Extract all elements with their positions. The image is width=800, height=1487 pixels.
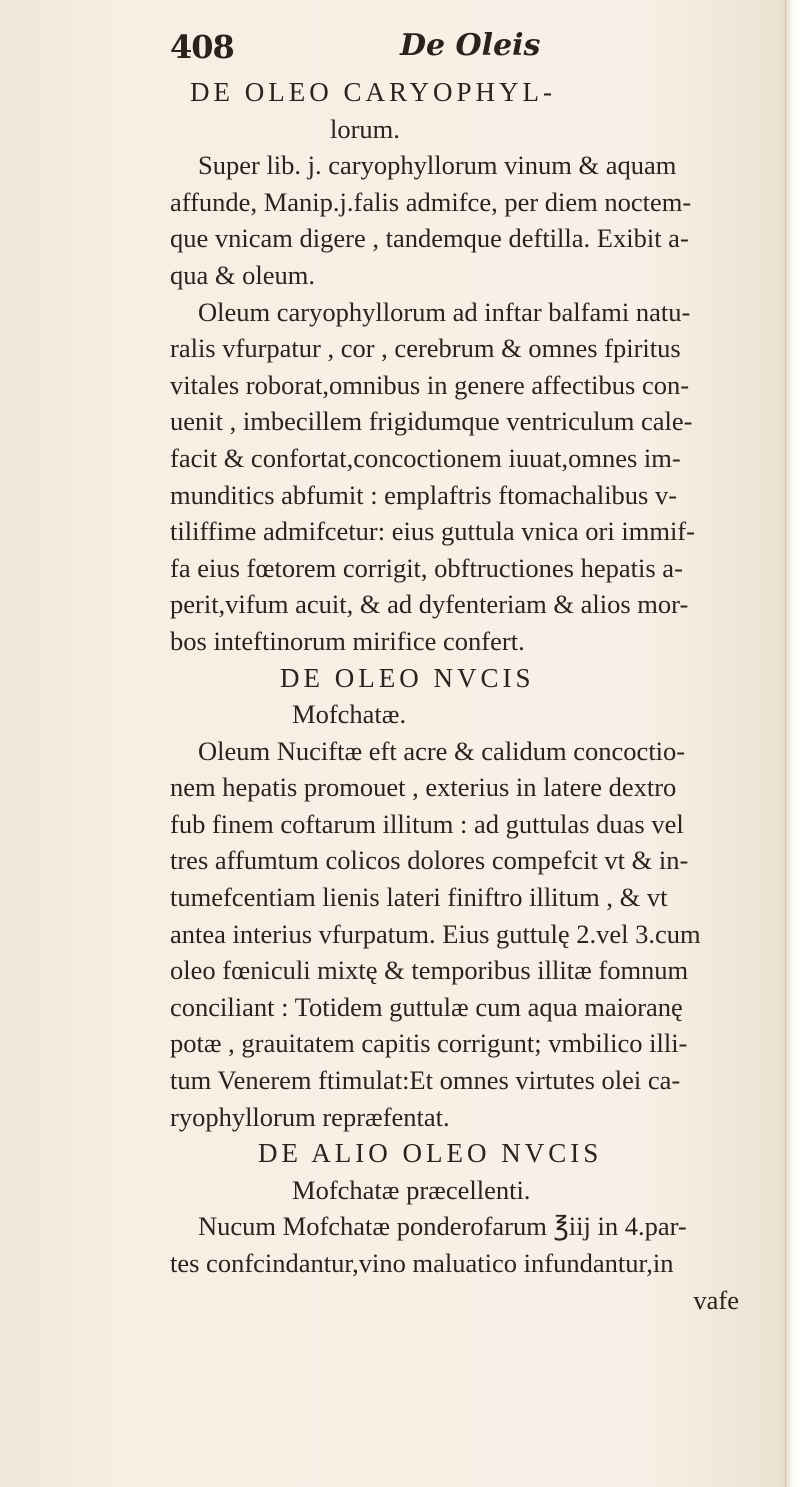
text-line: perit,vifum acuit, & ad dyfenteriam & alios mor- [170, 589, 689, 620]
text-line: Super lib. j. caryophyllorum vinum & aquam [198, 150, 677, 181]
text-line: tumefcentiam lienis lateri finiftro illitum , & vt [170, 882, 668, 913]
section-heading-nucis: DE OLEO NVCIS [280, 662, 535, 693]
text-line: tes confcindantur,vino maluatico infundantur,in [170, 1248, 674, 1278]
text-line: conciliant : Totidem guttulæ cum aqua maioranę [170, 991, 683, 1022]
page-header [170, 28, 730, 68]
text-line: fa eius fœtorem corrigit, obftructiones hepatis a- [170, 552, 683, 583]
text-line: que vnicam digere , tandemque deftilla. Exibit a- [170, 223, 689, 254]
page-number: 408 [170, 28, 234, 66]
text-line: ralis vfurpatur , cor , cerebrum & omnes fpiritus [170, 333, 681, 364]
text-line: ryophyllorum repræfentat. [170, 1101, 450, 1132]
heading-continuation: lorum. [330, 113, 400, 144]
text-line: facit & confortat,concoctionem iuuat,omnes im- [170, 442, 681, 473]
text-line: oleo fœniculi mixtę & temporibus illitæ fomnum [170, 955, 689, 986]
text-line: Oleum Nuciftæ eft acre & calidum concoctio- [198, 735, 686, 766]
heading-continuation: Mofchatæ. [292, 699, 407, 730]
text-line: Nucum Mofchatæ ponderofarum ℥iij in 4.par- [198, 1211, 687, 1242]
page-edge [785, 0, 800, 1487]
catchword: vafe [693, 1284, 739, 1315]
text-line: affunde, Manip.j.falis admifce, per diem noctem- [170, 186, 692, 217]
text-line: qua & oleum. [170, 259, 315, 290]
section-heading-alio-oleo: DE ALIO OLEO NVCIS [258, 1138, 603, 1169]
text-line: tres affumtum colicos dolores compefcit vt & in- [170, 845, 689, 876]
running-title: De Oleis [400, 28, 541, 63]
text-line: tiliffime admifcetur: eius guttula vnica ori immif- [170, 516, 695, 547]
heading-continuation: Mofchatæ præcellenti. [292, 1174, 531, 1205]
text-line: fub finem coftarum illitum : ad guttulas duas vel [170, 808, 684, 839]
text-line: munditics abfumit : emplaftris ftomachalibus v- [170, 479, 678, 510]
text-line: potæ , grauitatem capitis corrigunt; vmbilico illi- [170, 1028, 688, 1059]
text-line: bos inteftinorum mirifice confert. [170, 625, 525, 656]
section-heading-caryophyllorum: DE OLEO CARYOPHYL- [190, 77, 556, 107]
text-block [170, 74, 745, 1318]
text-line: tum Venerem ftimulat:Et omnes virtutes olei ca- [170, 1065, 681, 1096]
text-line: Oleum caryophyllorum ad inftar balfami natu- [198, 296, 691, 327]
text-line: uenit , imbecillem frigidumque ventriculum cale- [170, 406, 693, 437]
text-line: vitales roborat,omnibus in genere affectibus con- [170, 369, 690, 400]
text-line: antea interius vfurpatum. Eius guttulę 2.vel 3.cum [170, 918, 701, 949]
text-line: nem hepatis promouet , exterius in latere dextro [170, 772, 677, 803]
